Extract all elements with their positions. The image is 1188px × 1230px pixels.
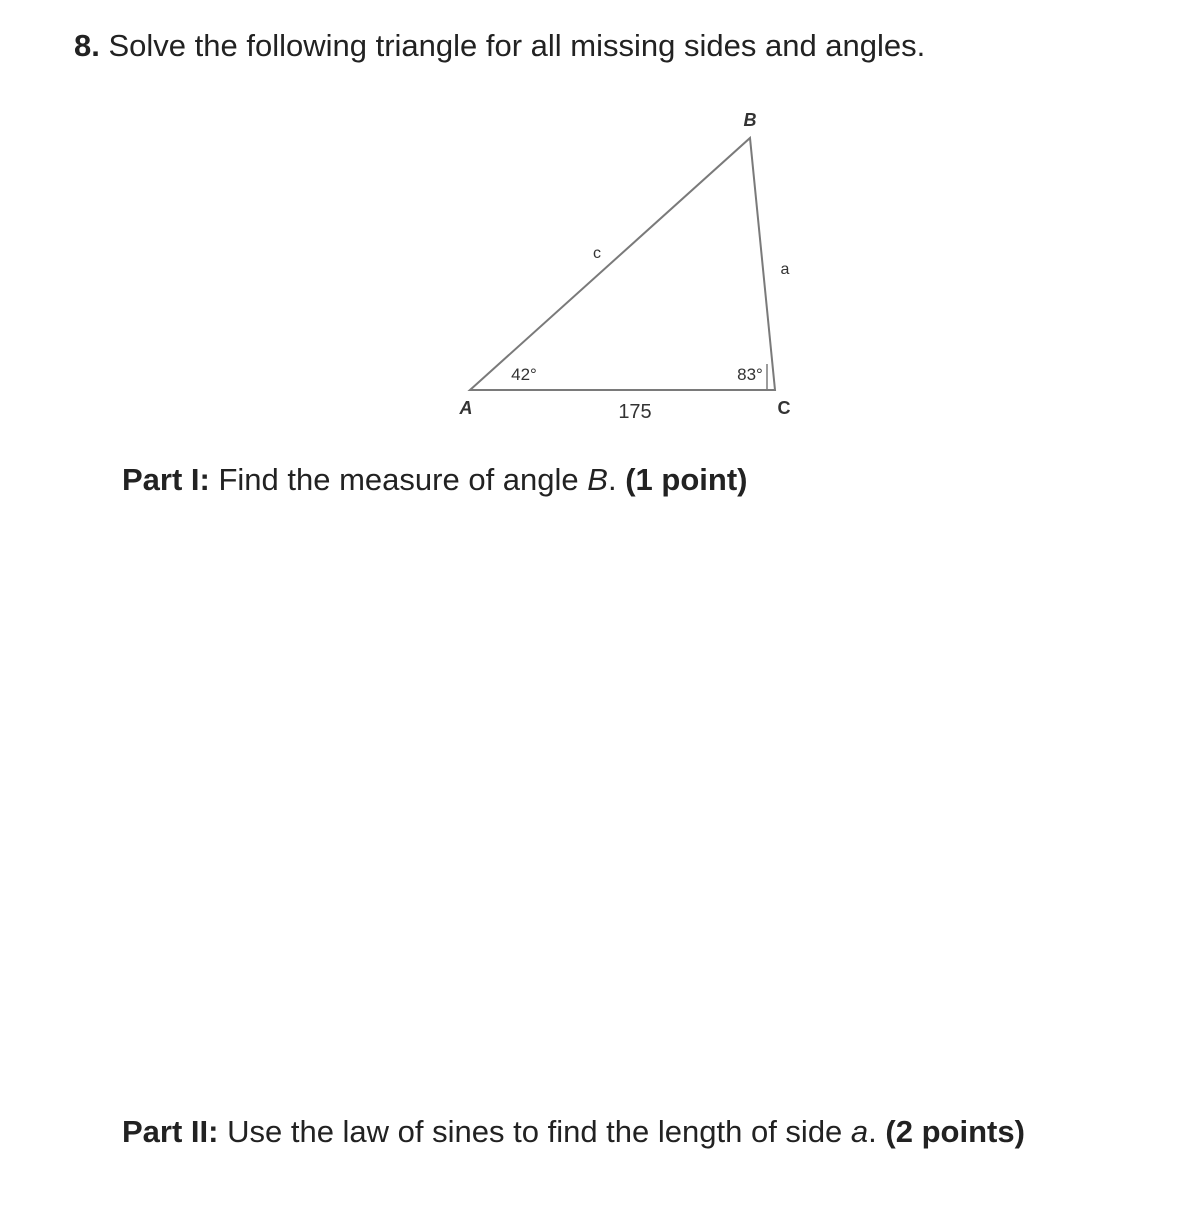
part-2-answer-area[interactable] — [122, 1165, 1062, 1220]
part-2-points: (2 points) — [885, 1114, 1025, 1149]
part-2-prompt — [122, 1112, 1025, 1152]
part-1-text: Find the measure of angle — [218, 462, 579, 497]
vertex-label-b: B — [743, 110, 757, 130]
part-2-variable: a — [850, 1114, 869, 1149]
question-8 — [74, 26, 925, 66]
triangle-figure — [440, 100, 810, 430]
triangle-outline — [470, 138, 775, 390]
triangle-diagram — [440, 100, 810, 430]
part-2-period: . — [868, 1114, 877, 1149]
side-label-a: a — [780, 261, 790, 278]
part-1-points: (1 point) — [625, 462, 748, 497]
part-1-variable: B — [587, 462, 608, 497]
part-1-label: Part I: — [122, 462, 210, 497]
part-2-text: Use the law of sines to find the length of side — [227, 1114, 843, 1149]
part-2-label: Part II: — [122, 1114, 219, 1149]
question-text: Solve the following triangle for all missing sides and angles. — [108, 28, 926, 63]
side-label-c: c — [593, 245, 601, 262]
question-number: 8. — [74, 28, 100, 63]
vertex-label-c: C — [777, 398, 791, 418]
part-1-period: . — [607, 462, 617, 497]
angle-label-c: 83° — [737, 365, 763, 384]
part-1-answer-area[interactable] — [122, 515, 1062, 1085]
part-1-prompt — [122, 460, 747, 500]
angle-label-a: 42° — [511, 365, 537, 384]
side-label-b: 175 — [618, 401, 652, 423]
vertex-label-a: A — [459, 398, 473, 418]
